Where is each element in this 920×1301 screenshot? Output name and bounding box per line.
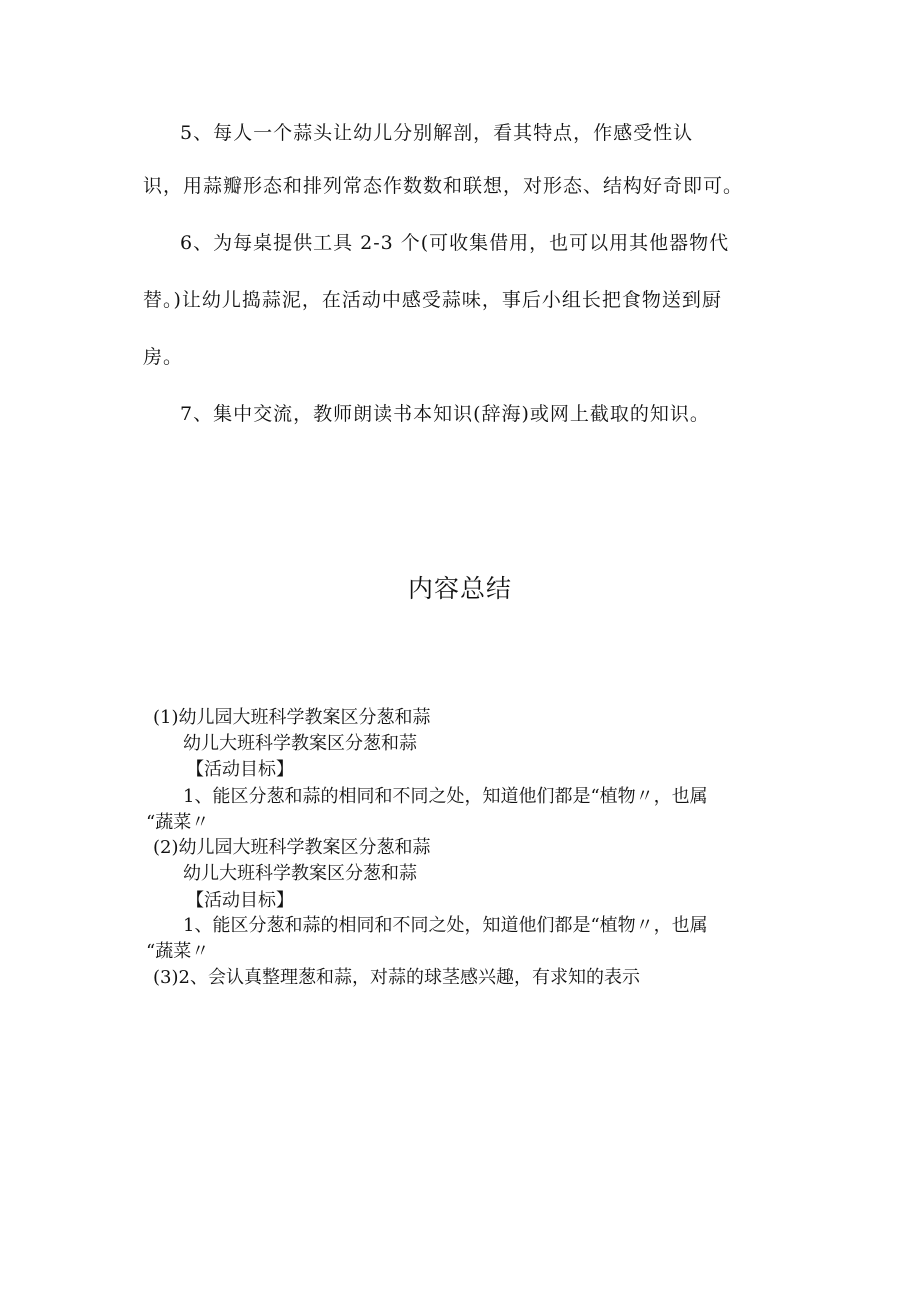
summary-line-2: 幼儿大班科学教案区分葱和蒜 <box>183 733 417 754</box>
summary-line-5: “蔬菜〃 <box>146 812 210 833</box>
paragraph-5-line-2: 识，用蒜瓣形态和排列常态作数数和联想，对形态、结构好奇即可。 <box>143 175 744 197</box>
summary-line-11: (3)2、会认真整理葱和蒜，对蒜的球茎感兴趣，有求知的表示 <box>153 967 640 988</box>
paragraph-6-line-2: 替。)让幼儿捣蒜泥，在活动中感受蒜味，事后小组长把食物送到厨 <box>143 289 722 311</box>
summary-title: 内容总结 <box>407 574 512 603</box>
summary-line-4: 1、能区分葱和蒜的相同和不同之处，知道他们都是“植物〃，也属 <box>183 786 708 807</box>
summary-line-3: 【活动目标】 <box>186 759 294 780</box>
summary-line-7: 幼儿大班科学教案区分葱和蒜 <box>183 863 417 884</box>
summary-line-10: “蔬菜〃 <box>146 941 210 962</box>
paragraph-6-line-1: 6、为每桌提供工具 2-3 个(可收集借用，也可以用其他器物代 <box>180 232 730 254</box>
paragraph-7-line-1: 7、集中交流，教师朗读书本知识(辞海)或网上截取的知识。 <box>180 403 710 425</box>
summary-line-9: 1、能区分葱和蒜的相同和不同之处，知道他们都是“植物〃，也属 <box>183 915 708 936</box>
paragraph-5-line-1: 5、每人一个蒜头让幼儿分别解剖，看其特点，作感受性认 <box>180 122 694 144</box>
paragraph-6-line-3: 房。 <box>143 346 184 368</box>
summary-line-6: (2)幼儿园大班科学教案区分葱和蒜 <box>153 837 431 858</box>
summary-line-8: 【活动目标】 <box>186 890 294 911</box>
summary-line-1: (1)幼儿园大班科学教案区分葱和蒜 <box>153 707 431 728</box>
